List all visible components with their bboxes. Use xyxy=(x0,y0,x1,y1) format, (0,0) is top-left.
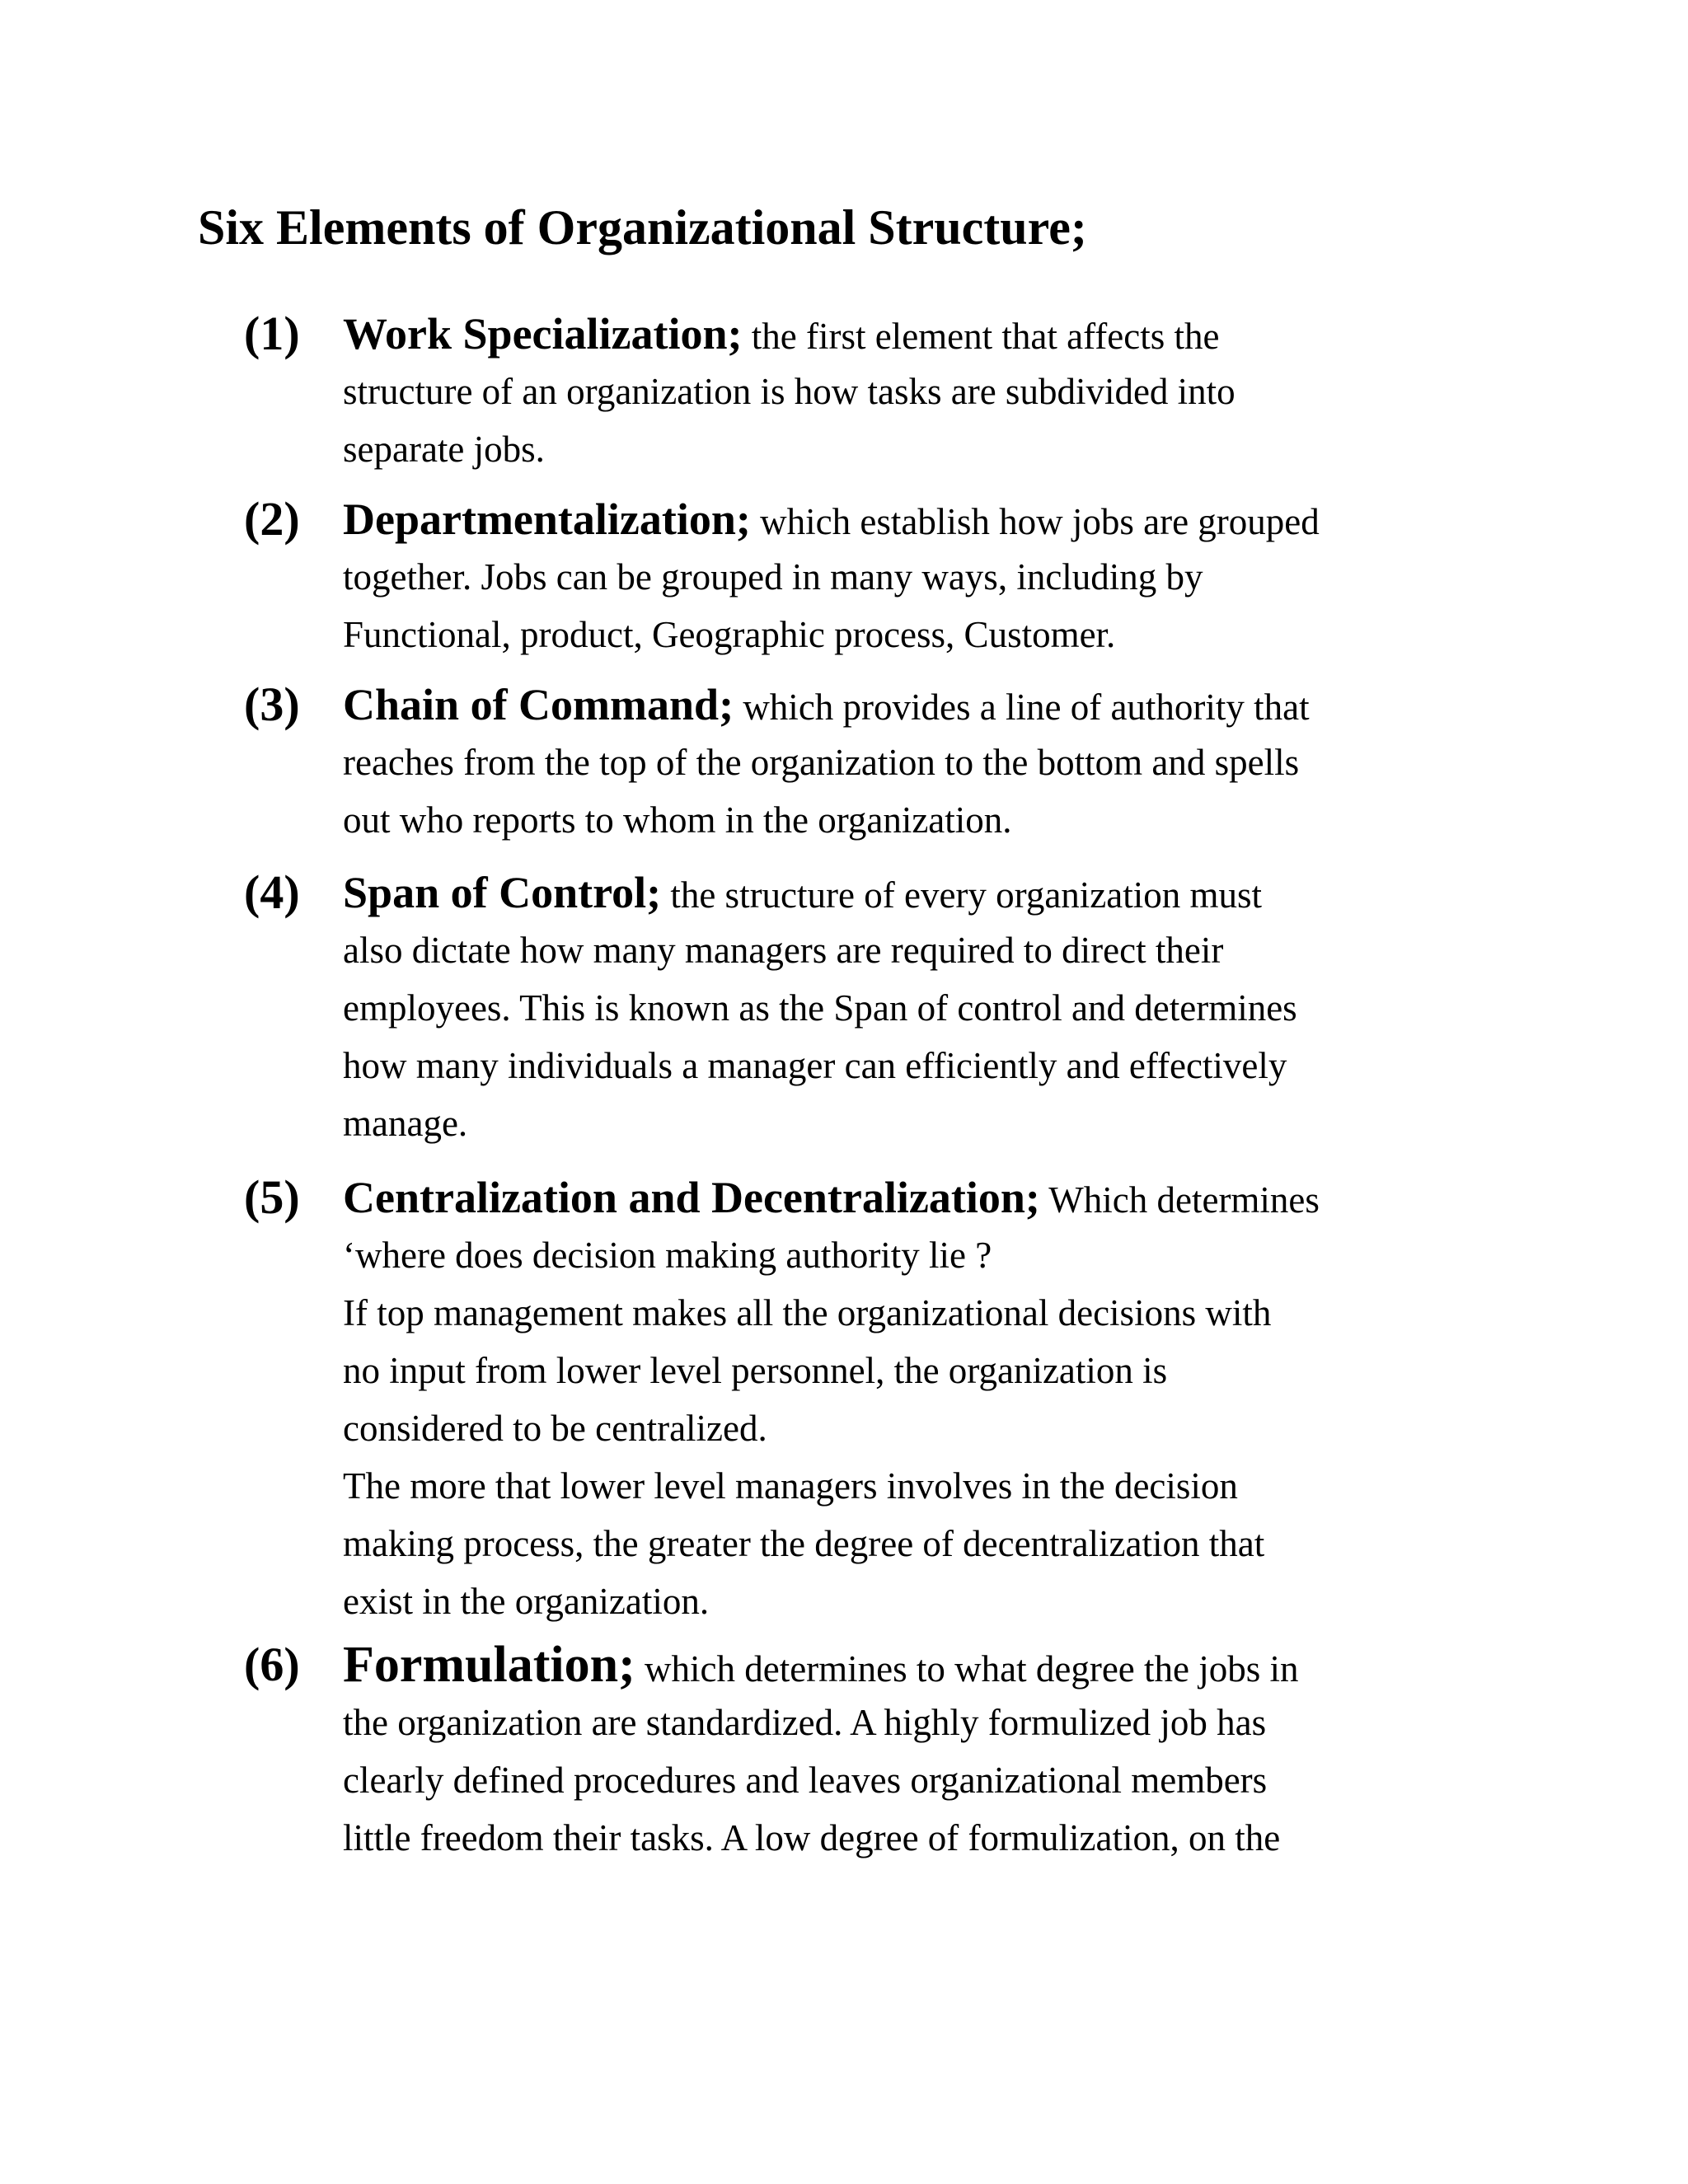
item-text: which determines to what degree the jobs in xyxy=(635,1648,1299,1690)
item-line xyxy=(343,676,1497,733)
item-term: Chain of Command; xyxy=(343,680,734,729)
item-centralization xyxy=(343,1169,1497,1630)
item-line: clearly defined procedures and leaves organizational members xyxy=(343,1760,1268,1801)
item-line: reaches from the top of the organization to the bottom and spells xyxy=(343,742,1300,783)
item-term: Departmentalization; xyxy=(343,494,751,544)
item-term: Formulation; xyxy=(343,1637,635,1693)
item-chain-of-command xyxy=(343,676,1497,849)
item-line: out who reports to whom in the organization. xyxy=(343,799,1012,841)
item-number-5: (5) xyxy=(244,1170,300,1224)
item-line: Functional, product, Geographic process, Customer. xyxy=(343,614,1116,655)
item-line xyxy=(343,864,1497,921)
item-text: which provides a line of authority that xyxy=(734,687,1310,728)
item-term: Span of Control; xyxy=(343,868,662,917)
item-work-specialization xyxy=(343,305,1497,478)
page-title: Six Elements of Organizational Structure; xyxy=(198,200,1087,255)
item-term: Centralization and Decentralization; xyxy=(343,1173,1040,1222)
item-text: which establish how jobs are grouped xyxy=(750,501,1320,542)
item-number-6: (6) xyxy=(244,1638,300,1691)
item-line xyxy=(343,305,1497,363)
item-departmentalization xyxy=(343,490,1497,663)
item-number-2: (2) xyxy=(244,492,300,546)
item-text: the first element that affects the xyxy=(742,316,1220,357)
item-span-of-control xyxy=(343,864,1497,1152)
item-text: Which determines xyxy=(1039,1179,1320,1221)
item-line xyxy=(343,490,1497,548)
item-line: the organization are standardized. A highly formulized job has xyxy=(343,1702,1267,1743)
item-line: structure of an organization is how tasks are subdivided into xyxy=(343,371,1236,412)
item-term: Work Specialization; xyxy=(343,309,743,359)
item-line: employees. This is known as the Span of control and determines xyxy=(343,987,1297,1029)
item-line: exist in the organization. xyxy=(343,1581,710,1622)
item-number-3: (3) xyxy=(244,677,300,731)
item-line: separate jobs. xyxy=(343,429,545,470)
item-line: together. Jobs can be grouped in many ways, including by xyxy=(343,556,1203,598)
item-line: little freedom their tasks. A low degree of formulization, on the xyxy=(343,1817,1281,1858)
item-formulation xyxy=(343,1636,1497,1867)
item-text: the structure of every organization must xyxy=(661,874,1263,916)
item-number-4: (4) xyxy=(244,865,300,919)
item-line: also dictate how many managers are required to direct their xyxy=(343,930,1224,971)
item-line: no input from lower level personnel, the organization is xyxy=(343,1350,1168,1391)
item-line: considered to be centralized. xyxy=(343,1408,767,1449)
item-line xyxy=(343,1169,1497,1226)
item-line: If top management makes all the organizational decisions with xyxy=(343,1292,1272,1333)
item-line: ‘where does decision making authority lie ? xyxy=(343,1235,992,1276)
item-line xyxy=(343,1636,1497,1694)
item-line: making process, the greater the degree of decentralization that xyxy=(343,1523,1265,1564)
item-number-1: (1) xyxy=(244,307,300,360)
item-line: manage. xyxy=(343,1103,468,1144)
item-line: The more that lower level managers involves in the decision xyxy=(343,1465,1238,1507)
item-line: how many individuals a manager can efficiently and effectively xyxy=(343,1045,1287,1086)
